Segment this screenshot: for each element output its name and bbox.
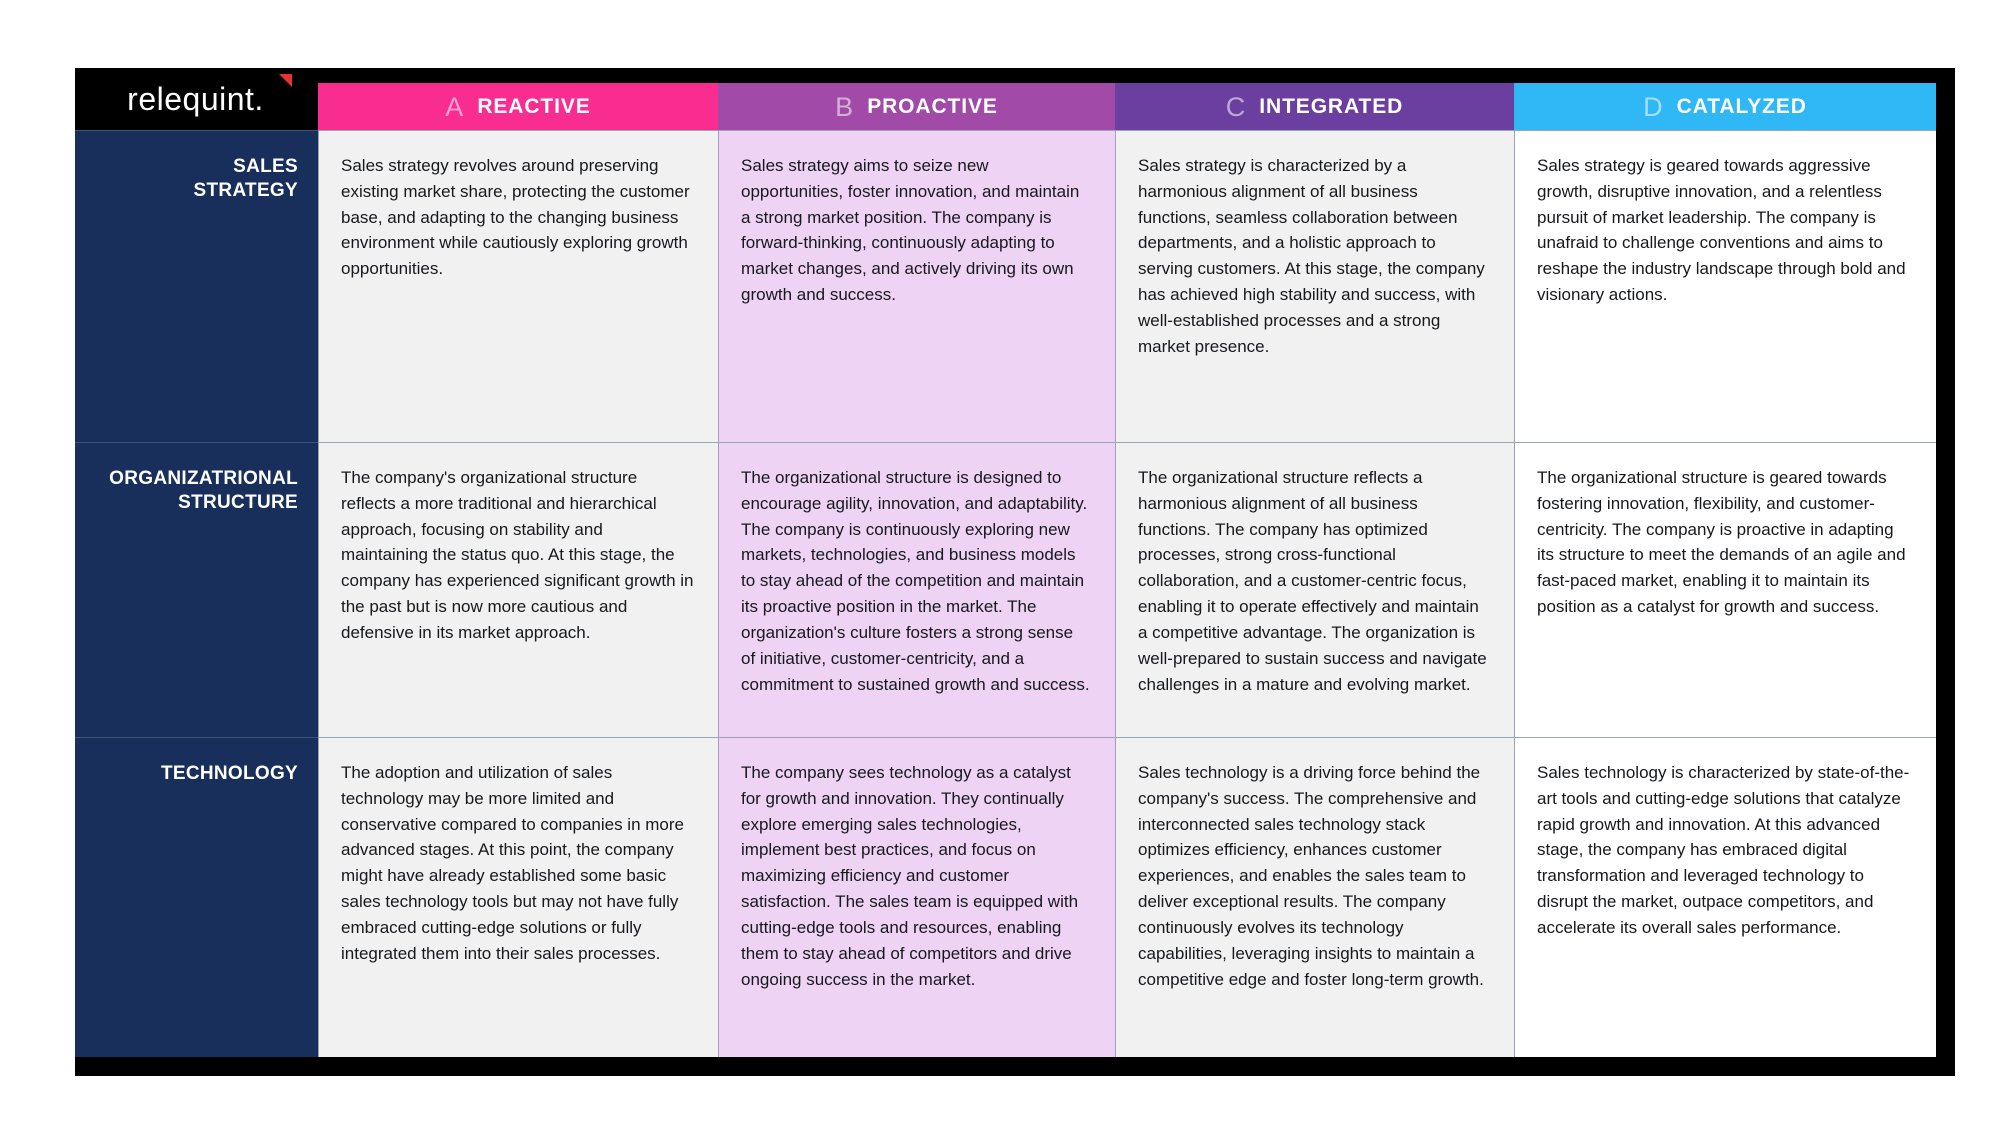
row-label-line2: STRATEGY — [193, 179, 298, 201]
column-letter-a: A — [445, 92, 464, 122]
column-label-c: INTEGRATED — [1259, 94, 1404, 118]
cell-technology-integrated — [1115, 737, 1514, 1057]
cell-text: Sales strategy is geared towards aggressive growth, disruptive innovation, and a relentless pursuit of market leadership. The company is unafraid to challenge conventions and aims to reshape the industry landscape through bold and visionary actions. — [1537, 156, 1906, 305]
cell-text: The organizational structure reflects a harmonious alignment of all business functions. The company has optimized processes, strong cross-functional collaboration, and a customer-centric focus, enabling it to operate effectively and maintain a competitive advantage. The organization is well-prepared to sustain success and navigate challenges in a mature and evolving market. — [1138, 468, 1487, 694]
cell-sales-strategy-integrated — [1115, 130, 1514, 442]
cell-text: The adoption and utilization of sales technology may be more limited and conservative compared to companies in more advanced stages. At this point, the company might have already established some basic sales technology tools but may not have fully embraced cutting-edge solutions or fully integrated them into their sales processes. — [341, 763, 684, 963]
row-label-sales-strategy — [75, 130, 318, 442]
column-header-d — [1514, 83, 1936, 130]
logo-wordmark: relequint — [127, 81, 255, 117]
cell-sales-strategy-catalyzed — [1514, 130, 1936, 442]
cell-org-structure-integrated — [1115, 442, 1514, 737]
column-letter-c: C — [1225, 92, 1246, 122]
cell-text: The company sees technology as a catalyst for growth and innovation. They continually explore emerging sales technologies, implement best practices, and focus on maximizing efficiency and customer satisfaction. The sales team is equipped with cutting-edge tools and resources, enabling them to stay ahead of competitors and drive ongoing success in the market. — [741, 763, 1079, 989]
column-label-a: REACTIVE — [477, 94, 591, 118]
row-label-line1: TECHNOLOGY — [160, 763, 298, 784]
logo-accent-tick-icon — [279, 74, 292, 87]
cell-text: Sales technology is a driving force behind the company's success. The comprehensive and interconnected sales technology stack optimizes efficiency, enhances customer experiences, and enables the sales team to deliver exceptional results. The company continuously evolves its technology capabilities, leveraging insights to maintain a competitive edge and foster long-term growth. — [1138, 763, 1484, 989]
cell-org-structure-reactive — [318, 442, 718, 737]
maturity-matrix-table — [75, 68, 1955, 1076]
column-header-a — [318, 83, 718, 130]
cell-text: The organizational structure is designed to encourage agility, innovation, and adaptability. The company is continuously exploring new markets, technologies, and business models to stay ahead of the competition and maintain its proactive position in the market. The organization's culture fosters a strong sense of initiative, customer-centricity, and a commitment to sustained growth and success. — [741, 468, 1090, 694]
cell-text: Sales strategy revolves around preserving existing market share, protecting the customer base, and adapting to the changing business environment while cautiously exploring growth opportunities. — [341, 156, 690, 279]
cell-text: The organizational structure is geared towards fostering innovation, flexibility, and customer-centricity. The company is proactive in adapting its structure to meet the demands of an agile and fast-paced market, enabling it to maintain its position as a catalyst for growth and success. — [1537, 468, 1906, 617]
cell-sales-strategy-reactive — [318, 130, 718, 442]
column-header-b — [718, 83, 1115, 130]
row-label-line2: STRUCTURE — [178, 491, 298, 513]
cell-text: The company's organizational structure reflects a more traditional and hierarchical approach, focusing on stability and maintaining the status quo. At this stage, the company has experienced significant growth in the past but is now more cautious and defensive in its market approach. — [341, 468, 694, 642]
cell-sales-strategy-proactive — [718, 130, 1115, 442]
relequint-logo — [127, 83, 266, 115]
column-header-c — [1115, 83, 1514, 130]
row-label-line1: SALES — [233, 156, 298, 177]
column-label-b: PROACTIVE — [867, 94, 998, 118]
column-label-d: CATALYZED — [1676, 94, 1807, 118]
row-label-technology — [75, 737, 318, 1057]
cell-technology-reactive — [318, 737, 718, 1057]
brand-logo-cell — [75, 68, 318, 130]
cell-text: Sales strategy is characterized by a harmonious alignment of all business functions, seamless collaboration between departments, and a holistic approach to serving customers. At this stage, the company has achieved high stability and success, with well-established processes and a strong market presence. — [1138, 156, 1485, 356]
cell-technology-proactive — [718, 737, 1115, 1057]
column-letter-d: D — [1643, 92, 1663, 122]
cell-org-structure-catalyzed — [1514, 442, 1936, 737]
row-label-organizational-structure — [75, 442, 318, 737]
cell-text: Sales technology is characterized by state-of-the-art tools and cutting-edge solutions that catalyze rapid growth and innovation. At this advanced stage, the company has embraced digital transformation and leveraged technology to disrupt the market, outpace competitors, and accelerate its overall sales performance. — [1537, 763, 1910, 937]
cell-technology-catalyzed — [1514, 737, 1936, 1057]
row-label-line1: ORGANIZATRIONAL — [109, 468, 298, 489]
logo-period: . — [254, 81, 264, 117]
cell-org-structure-proactive — [718, 442, 1115, 737]
column-letter-b: B — [835, 92, 854, 122]
cell-text: Sales strategy aims to seize new opportunities, foster innovation, and maintain a strong market position. The company is forward-thinking, continuously adapting to market changes, and actively driving its own growth and success. — [741, 156, 1080, 305]
